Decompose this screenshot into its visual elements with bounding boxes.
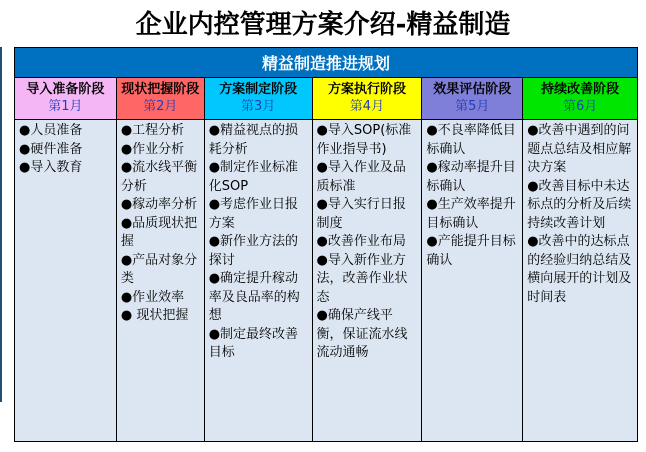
- phase-month: 第4月: [349, 99, 385, 114]
- phase-items-2: [117, 120, 204, 326]
- phase-name: 导入准备阶段: [26, 82, 105, 97]
- phase-month: 第1月: [48, 99, 83, 114]
- phase-items-6: [523, 120, 637, 307]
- phase-item: ●新作业方法的探讨: [208, 234, 299, 268]
- phase-item: ●产品对象分类: [120, 252, 198, 286]
- phase-month: 第6月: [562, 99, 598, 114]
- phase-item: ●导入教育: [19, 160, 83, 175]
- phase-item: ●人员准备: [19, 123, 83, 138]
- phase-item: ●精益视点的损耗分析: [208, 123, 299, 157]
- phase-item: ●生产效率提升目标确认: [426, 197, 516, 231]
- phase-month: 第3月: [240, 99, 276, 114]
- phase-item: ●流水线平衡分析: [120, 160, 198, 194]
- page-title: 企业内控管理方案介绍-精益制造: [135, 10, 511, 40]
- phase-item: ●改善目标中未达标点的分析及后续持续改善计划: [527, 178, 632, 231]
- plan-banner: 精益制造推进规划: [14, 47, 638, 78]
- phase-header-4: [313, 78, 422, 120]
- phase-item: ●考虑作业日报方案: [208, 197, 299, 231]
- phase-name: 持续改善阶段: [541, 82, 620, 97]
- phase-item: ● 现状把握: [120, 308, 189, 323]
- phase-header-6: [523, 78, 637, 120]
- phase-name: 现状把握阶段: [121, 82, 200, 97]
- phase-month: 第5月: [455, 99, 490, 114]
- phase-item: ●稼动率提升目标确认: [426, 160, 516, 194]
- phase-header-3: [205, 78, 312, 120]
- phase-item: ●作业分析: [120, 141, 185, 157]
- phase-items-5: [422, 120, 522, 270]
- phase-name: 效果评估阶段: [433, 82, 512, 97]
- phase-item: ●导入作业及品质标准: [316, 160, 406, 194]
- phase-item: ●作业效率: [120, 289, 185, 305]
- phase-items-3: [205, 120, 312, 363]
- phase-month: 第2月: [143, 99, 178, 114]
- phase-column-5: [422, 78, 523, 441]
- phase-item: ●确保产线平衡，保证流水线流动通畅: [316, 308, 408, 360]
- phase-column-2: [117, 78, 205, 441]
- phase-item: ●稼动率分析: [120, 197, 198, 212]
- phase-column-1: [15, 78, 117, 441]
- phase-header-5: [422, 78, 522, 120]
- phase-name: 方案执行阶段: [327, 82, 406, 97]
- phase-items-4: [313, 120, 422, 363]
- phase-item: ●产能提升目标确认: [426, 234, 516, 268]
- phase-header-2: [117, 78, 204, 120]
- phase-item: ●制定作业标准化SOP: [208, 160, 299, 194]
- phase-item: ●导入实行日报制度: [316, 197, 406, 231]
- phase-item: ●确定提升稼动率及良品率的构想: [208, 271, 300, 323]
- phase-item: ●硬件准备: [19, 141, 83, 157]
- phase-column-6: [523, 78, 638, 441]
- phase-item: ●改善作业布局: [316, 234, 406, 249]
- phase-item: ●改善中遇到的问题点总结及相应解决方案: [527, 123, 632, 175]
- phase-item: ●导入SOP(标准作业指导书): [316, 123, 412, 157]
- phase-name: 方案制定阶段: [219, 82, 298, 97]
- phase-item: ●改善中的达标点的经验归纳总结及横向展开的计划及时间表: [527, 234, 632, 305]
- phase-column-4: [313, 78, 423, 441]
- phase-column-3: [205, 78, 313, 441]
- phase-item: ●不良率降低目标确认: [426, 123, 516, 157]
- phase-item: ●工程分析: [120, 123, 185, 138]
- left-border-line: [0, 47, 2, 402]
- phase-table: [14, 78, 638, 442]
- phase-item: ●品质现状把握: [120, 215, 198, 249]
- phase-item: ●制定最终改善目标: [208, 326, 299, 360]
- phase-item: ●导入新作业方法，改善作业状态: [316, 252, 408, 305]
- phase-header-1: [15, 78, 116, 120]
- phase-items-1: [15, 120, 116, 178]
